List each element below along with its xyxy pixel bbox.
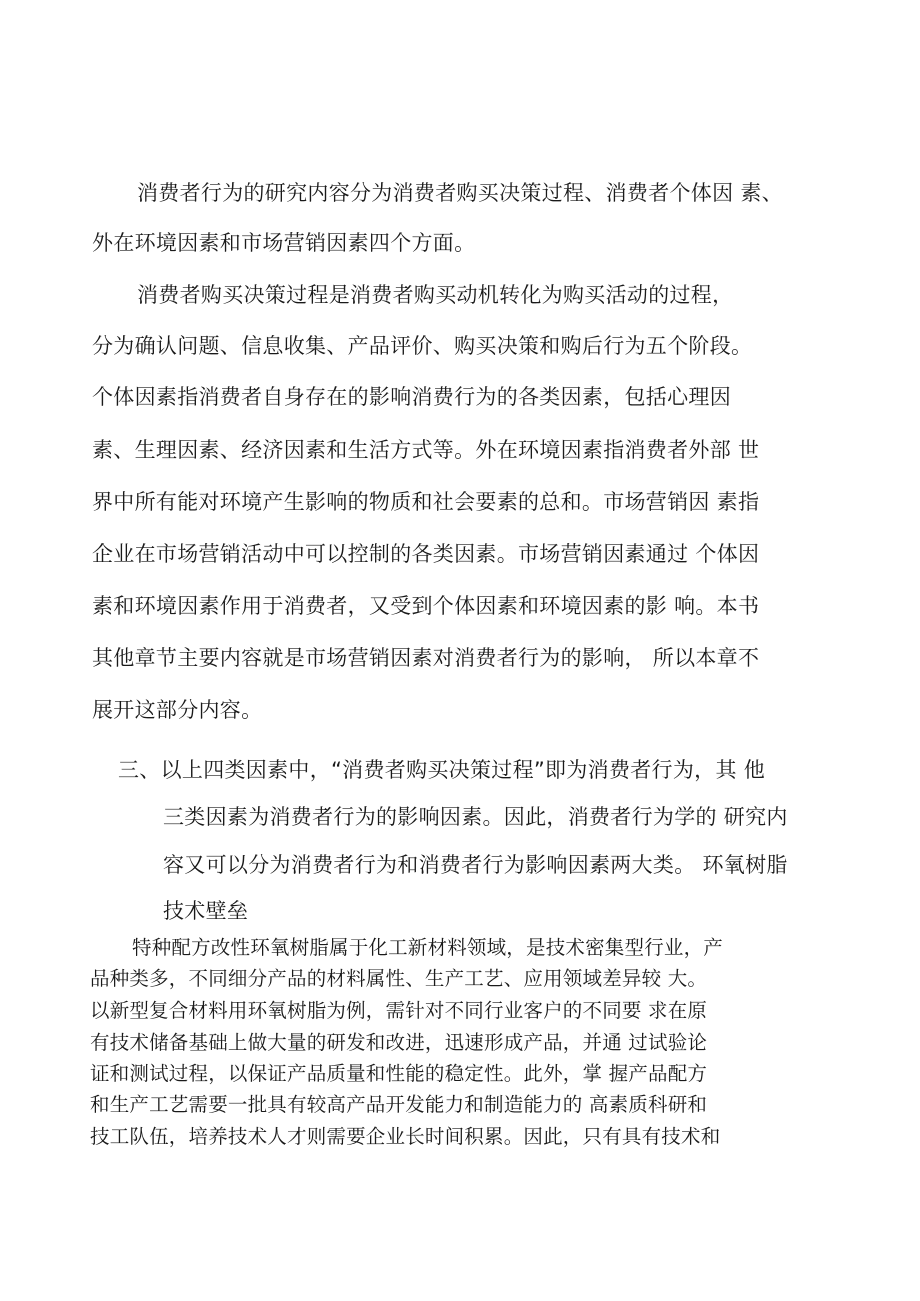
text-line: 外在环境因素和市场营销因素四个方面。	[92, 231, 476, 255]
text-line: 品种类多，不同细分产品的材料属性、生产工艺、应用领域差异较 大。	[90, 967, 708, 990]
text-line: 特种配方改性环氧树脂属于化工新材料领域，是技术密集型行业，产	[132, 936, 724, 959]
text-line: 技工队伍，培养技术人才则需要企业长时间积累。因此，只有具有技术和	[90, 1125, 721, 1148]
section-heading-line: 三、以上四类因素中，“消费者购买决策过程”即为消费者行为，其 他	[118, 758, 766, 782]
text-line: 消费者购买决策过程是消费者购买动机转化为购买活动的过程，	[137, 283, 734, 307]
text-line: 企业在市场营销活动中可以控制的各类因素。市场营销因素通过 个体因	[92, 542, 760, 566]
text-line: 三类因素为消费者行为的影响因素。因此，消费者行为学的 研究内	[163, 805, 788, 829]
section-title: 技术壁垒	[163, 899, 249, 923]
text-line: 容又可以分为消费者行为和消费者行为影响因素两大类。 环氧树脂	[163, 853, 788, 877]
text-line: 和生产工艺需要一批具有较高产品开发能力和制造能力的 高素质科研和	[90, 1093, 708, 1116]
text-line: 个体因素指消费者自身存在的影响消费行为的各类因素，包括心理因	[92, 385, 731, 409]
text-line: 证和测试过程，以保证产品质量和性能的稳定性。此外，掌 握产品配方	[90, 1062, 708, 1085]
text-line: 素、生理因素、经济因素和生活方式等。外在环境因素指消费者外部 世	[92, 438, 760, 462]
text-line: 素和环境因素作用于消费者，又受到个体因素和环境因素的影 响。本书	[92, 594, 760, 618]
text-line: 消费者行为的研究内容分为消费者购买决策过程、消费者个体因 素、	[137, 181, 783, 205]
text-line: 以新型复合材料用环氧树脂为例，需针对不同行业客户的不同要 求在原	[90, 999, 708, 1022]
text-line: 分为确认问题、信息收集、产品评价、购买决策和购后行为五个阶段。	[92, 334, 753, 358]
text-line: 界中所有能对环境产生影响的物质和社会要素的总和。市场营销因 素指	[92, 490, 760, 514]
text-line: 有技术储备基础上做大量的研发和改进，迅速形成产品，并通 过试验论	[90, 1031, 708, 1054]
text-line: 展开这部分内容。	[92, 698, 263, 722]
text-line: 其他章节主要内容就是市场营销因素对消费者行为的影响， 所以本章不	[92, 646, 760, 670]
